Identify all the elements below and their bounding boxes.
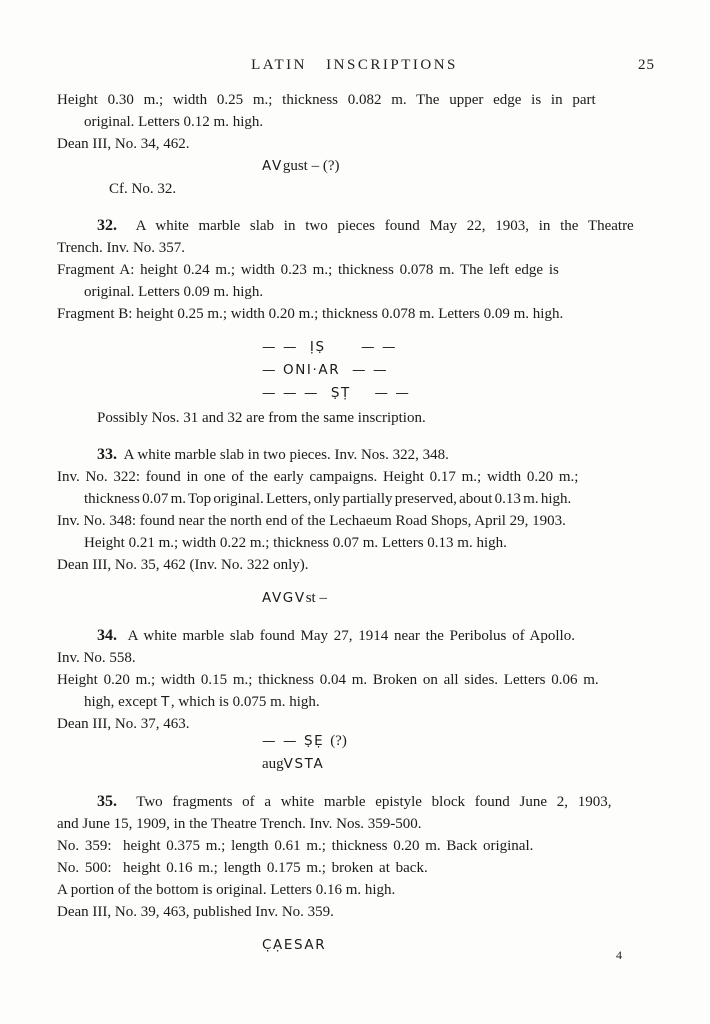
body-text: Cf. No. 32. bbox=[109, 181, 177, 197]
epigraphic-text: — ONI·AR — — bbox=[262, 362, 389, 378]
text-line bbox=[57, 89, 652, 111]
body-text: aug bbox=[262, 756, 284, 772]
inscription-line bbox=[262, 730, 652, 753]
entry-heading-line bbox=[57, 791, 652, 813]
body-text: Dean III, No. 37, 463. bbox=[57, 716, 190, 732]
body-text: Height 0.30 m.; width 0.25 m.; thickness 0.082 m. The upper edge is in part bbox=[57, 92, 596, 108]
body-text: gust – (?) bbox=[282, 158, 340, 174]
body-text: original. Letters 0.12 m. high. bbox=[84, 114, 264, 130]
body-text: Fragment B: height 0.25 m.; width 0.20 m.; thickness 0.078 m. Letters 0.09 m. high. bbox=[57, 306, 564, 322]
inscription-line bbox=[262, 934, 652, 957]
body-text: Inv. No. 322: found in one of the early campaigns. Height 0.17 m.; width 0.20 m.; bbox=[57, 469, 579, 485]
body-text: Dean III, No. 34, 462. bbox=[57, 136, 190, 152]
text-line bbox=[57, 857, 652, 879]
body-text: thickness 0.07 m. Top original. Letters, only partially preserved, about 0.13 m. high. bbox=[84, 491, 572, 507]
text-line bbox=[57, 554, 652, 576]
entry-heading-line bbox=[57, 625, 652, 647]
text-line bbox=[57, 691, 652, 713]
body-text: A white marble slab in two pieces. Inv. Nos. 322, 348. bbox=[117, 447, 449, 463]
body-text: high, except bbox=[84, 694, 162, 710]
epigraphic-text: — — ṢẸ bbox=[262, 733, 331, 749]
body-text: (?) bbox=[330, 733, 347, 749]
text-line bbox=[57, 488, 652, 510]
body-text: 35. bbox=[97, 793, 117, 810]
body-text: A white marble slab found May 27, 1914 near the Peribolus of Apollo. bbox=[117, 628, 575, 644]
body-text: A portion of the bottom is original. Letters 0.16 m. high. bbox=[57, 882, 396, 898]
body-text: Dean III, No. 39, 463, published Inv. No. 359. bbox=[57, 904, 334, 920]
epigraphic-text: AVGV bbox=[262, 590, 306, 606]
text-line bbox=[57, 281, 652, 303]
epigraphic-text: C̣ẠESAR bbox=[262, 937, 327, 953]
text-line bbox=[57, 669, 652, 691]
text-line bbox=[57, 901, 652, 923]
body-text: Inv. No. 348: found near the north end of the Lechaeum Road Shops, April 29, 1903. bbox=[57, 513, 566, 529]
inscription-line bbox=[262, 359, 652, 382]
body-text: Height 0.21 m.; width 0.22 m.; thickness 0.07 m. Letters 0.13 m. high. bbox=[84, 535, 507, 551]
body-text: No. 359: height 0.375 m.; length 0.61 m.; thickness 0.20 m. Back original. bbox=[57, 838, 534, 854]
body-text: Two fragments of a white marble epistyle block found June 2, 1903, bbox=[117, 794, 612, 810]
body-text: Height 0.20 m.; width 0.15 m.; thickness 0.04 m. Broken on all sides. Letters 0.06 m. bbox=[57, 672, 599, 688]
text-line bbox=[57, 259, 652, 281]
body-text: st – bbox=[305, 590, 327, 606]
text-line bbox=[57, 466, 652, 488]
text-line bbox=[57, 111, 652, 133]
body-text: Fragment A: height 0.24 m.; width 0.23 m.; thickness 0.078 m. The left edge is bbox=[57, 262, 559, 278]
body-text: original. Letters 0.09 m. high. bbox=[84, 284, 264, 300]
body-text: and June 15, 1909, in the Theatre Trench. Inv. Nos. 359-500. bbox=[57, 816, 422, 832]
page-number: 25 bbox=[638, 57, 655, 73]
inscription-line bbox=[262, 155, 652, 178]
entry-heading-line bbox=[57, 215, 652, 237]
entry-heading-line bbox=[57, 444, 652, 466]
body-text: Trench. Inv. No. 357. bbox=[57, 240, 186, 256]
inscription-line bbox=[262, 587, 652, 610]
epigraphic-text: — — — ṢṬ — — bbox=[262, 385, 411, 401]
epigraphic-text: VSTA bbox=[283, 756, 325, 772]
text-line bbox=[57, 813, 652, 835]
text-line bbox=[57, 835, 652, 857]
text-line bbox=[57, 237, 652, 259]
epigraphic-text: AV bbox=[262, 158, 283, 174]
text-line bbox=[57, 532, 652, 554]
body-text: Dean III, No. 35, 462 (Inv. No. 322 only). bbox=[57, 557, 309, 573]
text-line bbox=[57, 647, 652, 669]
text-line bbox=[57, 407, 652, 429]
body-text: Inv. No. 558. bbox=[57, 650, 136, 666]
inscription-line bbox=[262, 336, 652, 359]
running-head: LATIN INSCRIPTIONS bbox=[251, 57, 458, 73]
inscription-line bbox=[262, 753, 652, 776]
body-text: , which is 0.075 m. high. bbox=[170, 694, 320, 710]
page-header bbox=[57, 57, 655, 77]
text-line bbox=[57, 303, 652, 325]
inscription-line bbox=[262, 382, 652, 405]
text-line bbox=[57, 510, 652, 532]
epigraphic-text: — — ỊṢ — — bbox=[262, 339, 398, 355]
body-text: 33. bbox=[97, 446, 117, 463]
signature-mark: 4 bbox=[616, 948, 622, 962]
epigraphic-text: T bbox=[161, 694, 171, 710]
text-line bbox=[57, 879, 652, 901]
body-text: Possibly Nos. 31 and 32 are from the same inscription. bbox=[97, 410, 426, 426]
body-text: A white marble slab in two pieces found May 22, 1903, in the Theatre bbox=[117, 218, 634, 234]
body-text: 32. bbox=[97, 217, 117, 234]
body-text: No. 500: height 0.16 m.; length 0.175 m.; broken at back. bbox=[57, 860, 428, 876]
page-content bbox=[57, 89, 652, 957]
text-line bbox=[57, 133, 652, 155]
body-text: 34. bbox=[97, 627, 117, 644]
text-line bbox=[57, 178, 652, 200]
